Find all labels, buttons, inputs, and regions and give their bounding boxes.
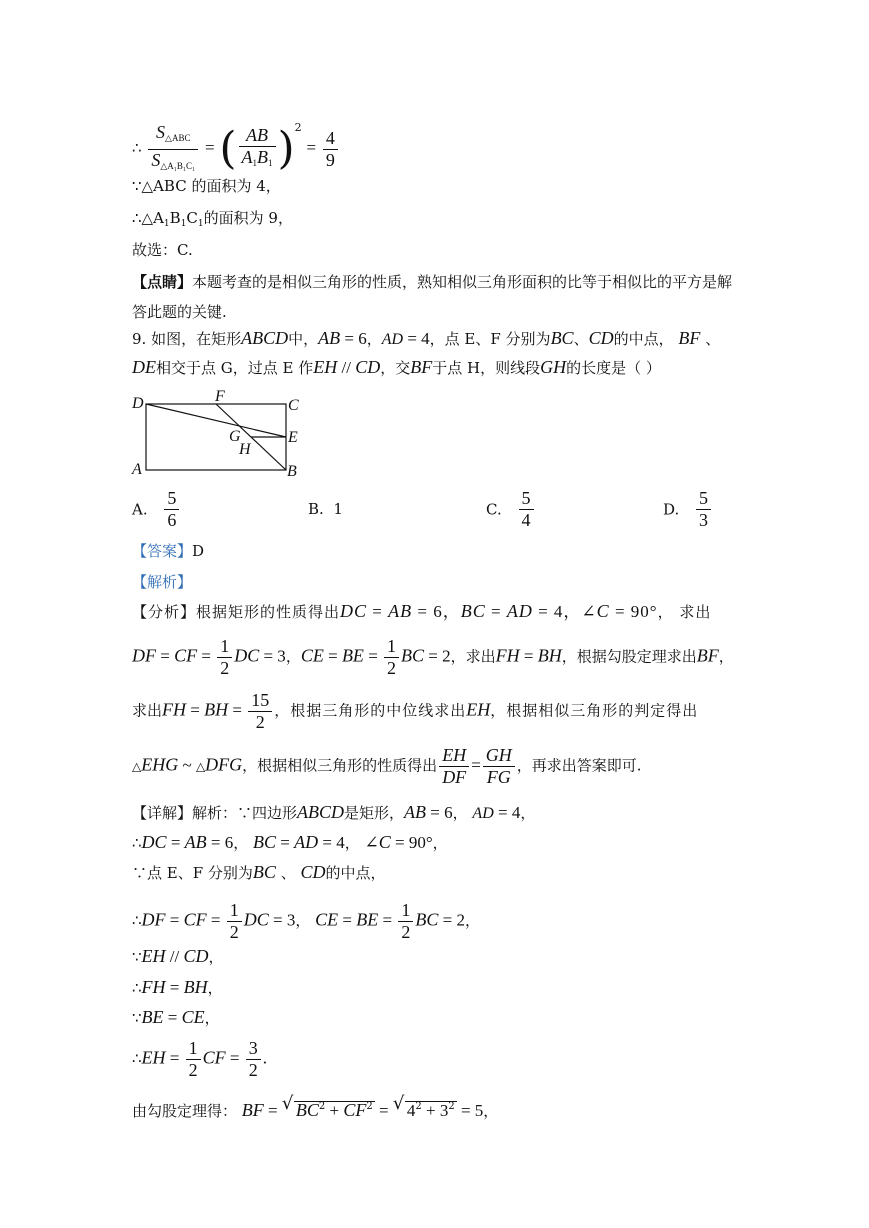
detail-line-8: ∴EH = $\frac{1}{2}$ CF = $\frac{3}{2}$ . [132, 1038, 267, 1080]
answer-choice-line: 故选：C. [132, 241, 193, 259]
label-f: F [215, 388, 225, 405]
label-e: E [288, 429, 298, 446]
option-b: B. 1 [308, 500, 343, 518]
analysis-line-3: 求出FH = BH = $\frac{15}{2}$ ，根据三角形的中位线求出EH，根据相似三角形的判定得出 [132, 690, 699, 732]
therefore-symbol: ∴ [132, 139, 142, 157]
detail-line-5: ∵EH // CD， [132, 946, 224, 966]
label-h: H [239, 441, 251, 458]
given-area-line: ∵△ABC 的面积为 4， [132, 177, 281, 195]
label-d: D [132, 395, 144, 412]
option-a: A. $\frac{5}{6}$ [132, 488, 181, 531]
answer-line: 【答案】D [132, 542, 205, 560]
area-ratio-fraction: $\frac{S_{\triangle ABC}}{S_{\triangle A_1B_1C_1}}$ [148, 122, 198, 177]
analysis-line-2: DF = CF = $\frac{1}{2}$ DC = 3，CE = BE = $\frac{1}{2}$ BC = 2，求出FH = BH，根据勾股定理求出BF， [132, 636, 734, 678]
analysis-heading: 【解析】 [132, 573, 193, 591]
four-ninths-fraction: $\frac{4}{9}$ [323, 128, 338, 171]
result-area-line: $\therefore\triangle A_1B_1C_1$的面积为 9， [132, 209, 293, 229]
rectangle-figure [128, 384, 308, 480]
detail-line-3: ∵点 E、F 分别为BC 、 CD的中点， [132, 862, 386, 882]
label-a: A [132, 461, 142, 478]
option-d: D. $\frac{5}{3}$ [663, 488, 713, 531]
analysis-line-1: 【分析】根据矩形的性质得出DC = AB = 6，BC = AD = 4，∠C = 90°， 求出 [132, 601, 712, 621]
comment-line-1: 【点睛】本题考查的是相似三角形的性质，熟知相似三角形面积的比等于相似比的平方是解 [132, 273, 733, 291]
question-line-1: 9. 如图，在矩形ABCD中，AB = 6，AD = 4，点 E、F 分别为BC、CD的中点， BF 、 [132, 328, 721, 348]
detail-line-7: ∵BE = CE， [132, 1007, 220, 1027]
label-g: G [229, 428, 241, 445]
detail-line-1: 【详解】解析：∵四边形ABCD是矩形，AB = 6， AD = 4， [132, 802, 536, 822]
question-number: 9. [132, 330, 147, 348]
side-ratio-fraction: $\frac{AB}{A_1B_1}$ [239, 125, 276, 174]
question-line-2: DE相交于点 G，过点 E 作EH // CD，交BF于点 H，则线段GH的长度是（ ） [132, 357, 661, 377]
segment-de [146, 404, 286, 437]
detail-line-4: ∴DF = CF = $\frac{1}{2}$ DC = 3， CE = BE = $\frac{1}{2}$ BC = 2， [132, 900, 480, 942]
analysis-line-4: △EHG ~ △DFG，根据相似三角形的性质得出 $\frac{EH}{DF}$ = $\frac{GH}{FG}$ ，再求出答案即可. [132, 745, 642, 787]
comment-line-2: 答此题的关键. [132, 303, 227, 321]
detail-line-2: ∴DC = AB = 6， BC = AD = 4， ∠C = 90°， [132, 832, 448, 852]
area-ratio-formula: ∴ $\frac{S_{\triangle ABC}}{S_{\triangle A_1B_1C_1}}$ = ( $\frac{AB}{A_1B_1}$ )$^2$ = $\frac{4}{9}$ [132, 118, 340, 177]
label-c: C [288, 397, 299, 414]
label-b: B [287, 463, 297, 480]
option-c: C. $\frac{5}{4}$ [486, 488, 536, 531]
detail-line-9: 由勾股定理得： BF = √ $BC^2 + CF^2$ = √ $4^2 + 3^2 = 5$， [132, 1093, 499, 1120]
detail-line-6: ∴FH = BH， [132, 977, 223, 997]
